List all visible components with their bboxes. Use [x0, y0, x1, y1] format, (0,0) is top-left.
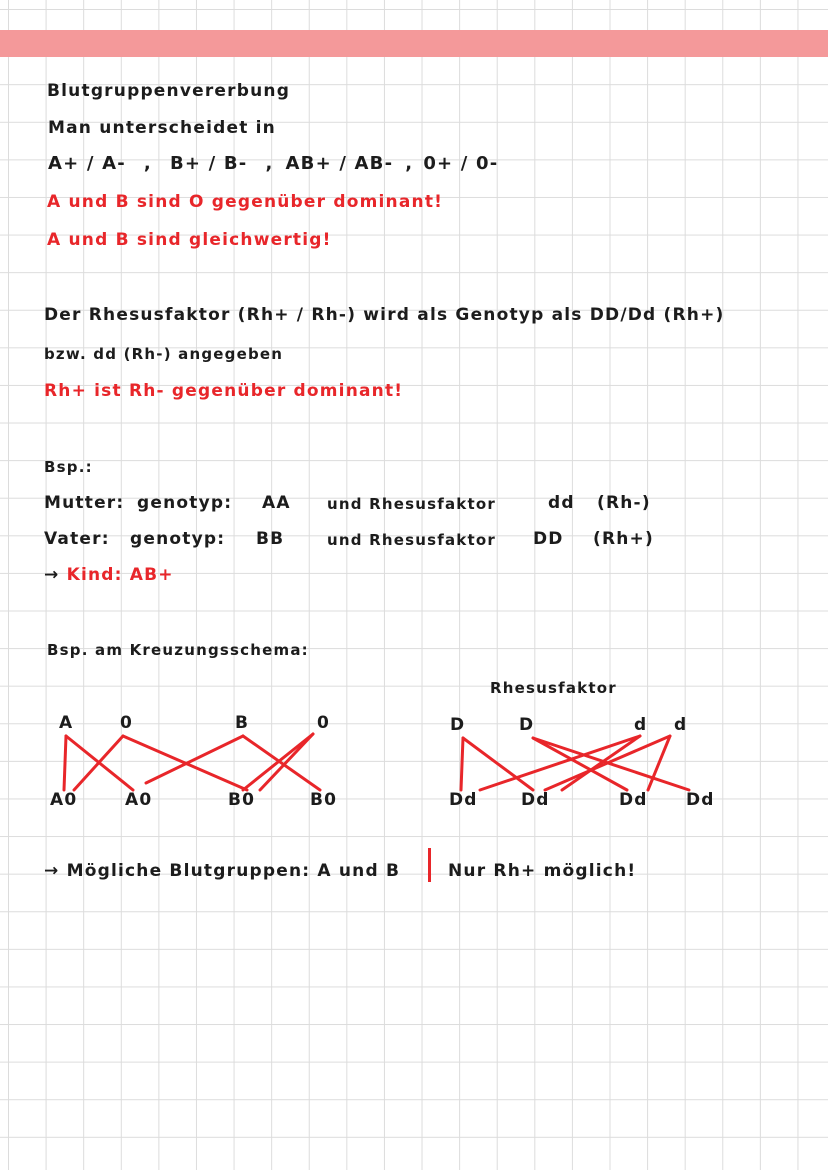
rule-dominant: A und B sind O gegenüber dominant! — [47, 192, 444, 212]
example-label: Bsp.: — [44, 458, 93, 476]
mother-rh: dd — [548, 493, 575, 513]
rhesus-child-3: Dd — [619, 790, 648, 810]
conclusion-left — [44, 861, 400, 881]
rhesus-child-4: Dd — [686, 790, 715, 810]
blood-child-1: A0 — [50, 790, 78, 810]
blood-parent-3: B — [235, 713, 250, 733]
father-genotype: BB — [256, 529, 285, 549]
rhesus-text-2: bzw. dd (Rh-) angegeben — [44, 345, 284, 363]
rhesus-rule: Rh+ ist Rh- gegenüber dominant! — [44, 381, 404, 401]
father-rh-note: (Rh+) — [593, 529, 654, 549]
father-role: Vater: — [44, 529, 110, 549]
mother-rh-label: und Rhesusfaktor — [327, 495, 496, 513]
blood-child-2: A0 — [125, 790, 153, 810]
arrow-right-icon: → — [44, 565, 60, 585]
father-rh: DD — [533, 529, 564, 549]
child-result: Kind: AB+ — [66, 565, 174, 585]
conclusion-divider — [428, 848, 431, 882]
rhesus-child-2: Dd — [521, 790, 550, 810]
blood-child-4: B0 — [310, 790, 338, 810]
mother-genotype-label: genotyp: — [137, 493, 233, 513]
rhesus-parent-3: d — [634, 715, 648, 735]
rhesus-cross-lines — [461, 736, 689, 790]
mother-role: Mutter: — [44, 493, 125, 513]
blood-parent-4: 0 — [317, 713, 331, 733]
blood-parent-2: 0 — [120, 713, 134, 733]
intro-text: Man unterscheidet in — [48, 118, 276, 138]
group-0: 0+ / 0- — [423, 153, 499, 174]
blood-child-3: B0 — [228, 790, 256, 810]
group-ab: AB+ / AB- — [285, 153, 394, 174]
group-a: A+ / A- — [48, 153, 126, 174]
conclusion-right: Nur Rh+ möglich! — [448, 861, 637, 881]
possible-blood-groups: Mögliche Blutgruppen: A und B — [66, 861, 401, 881]
rhesus-text-1: Der Rhesusfaktor (Rh+ / Rh-) wird als Genotyp als DD/Dd (Rh+) — [44, 305, 725, 325]
mother-genotype: AA — [262, 493, 291, 513]
rhesus-parent-1: D — [450, 715, 466, 735]
rhesus-child-1: Dd — [449, 790, 478, 810]
group-b: B+ / B- — [169, 153, 248, 174]
arrow-right-icon: → — [44, 861, 60, 881]
mother-rh-note: (Rh-) — [597, 493, 651, 513]
father-genotype-label: genotyp: — [130, 529, 226, 549]
rule-equal: A und B sind gleichwertig! — [47, 230, 332, 250]
blood-cross-lines — [64, 734, 320, 790]
father-rh-label: und Rhesusfaktor — [327, 531, 496, 549]
rhesus-parent-4: d — [674, 715, 688, 735]
page-title: Blutgruppenvererbung — [47, 81, 291, 101]
rhesus-parent-2: D — [519, 715, 535, 735]
cross-label: Bsp. am Kreuzungsschema: — [47, 641, 309, 659]
groups-line: A+ / A- , B+ / B- , AB+ / AB- , 0+ / 0- — [48, 153, 499, 174]
blood-parent-1: A — [59, 713, 74, 733]
rhesus-diagram-title: Rhesusfaktor — [490, 679, 617, 697]
